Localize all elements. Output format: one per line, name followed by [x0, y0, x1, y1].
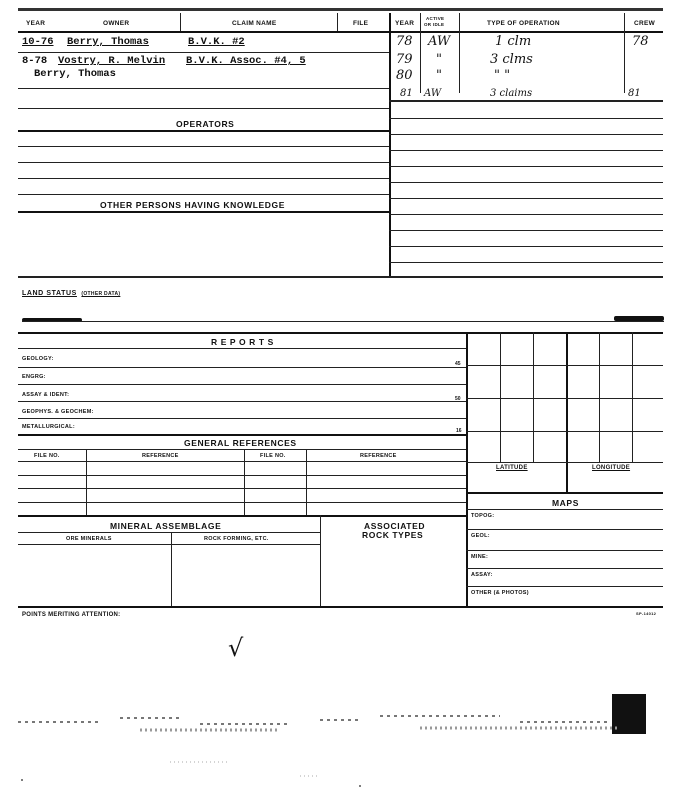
operators-line: [18, 178, 389, 179]
owner-row-1-year: 10-76: [22, 36, 54, 48]
associated-title-2: ROCK TYPES: [362, 530, 424, 540]
grid-line: [500, 332, 501, 462]
mineral-header-rule: [18, 544, 320, 545]
map-mine: MINE:: [471, 554, 489, 560]
report-metallurgical-num: 16: [456, 428, 462, 434]
mineral-col-rock: ROCK FORMING, ETC.: [204, 536, 269, 542]
maps-title: MAPS: [552, 498, 579, 508]
claim-file-divider: [337, 13, 338, 31]
grid-line: [466, 431, 663, 432]
scan-noise: [0, 690, 678, 802]
ops-line: [389, 182, 663, 183]
ops-row-1-type: 1 clm: [495, 34, 532, 49]
ops-row-1-year: 78: [396, 34, 413, 49]
grid-line: [466, 398, 663, 399]
map-assay: ASSAY:: [471, 572, 493, 578]
ops-row-3-year: 80: [396, 68, 413, 83]
header-claim-name: CLAIM NAME: [232, 20, 277, 27]
ref-col-file-no-2: FILE NO.: [260, 453, 286, 459]
reports-line: [18, 418, 466, 419]
header-crew: CREW: [634, 20, 656, 27]
operators-line: [18, 194, 389, 195]
ref-col-reference: REFERENCE: [142, 453, 179, 459]
other-persons-title: OTHER PERSONS HAVING KNOWLEDGE: [100, 200, 286, 210]
ops-line: [389, 118, 663, 119]
ops-row-1-status: AW: [428, 34, 451, 49]
ops-row-4-year: 81: [400, 88, 413, 99]
ref-col-divider: [86, 449, 87, 515]
grid-line: [632, 332, 633, 462]
top-border: [18, 8, 663, 11]
mineral-rule: [18, 532, 320, 533]
ref-col-divider: [306, 449, 307, 515]
report-geophys: GEOPHYS. & GEOCHEM:: [22, 409, 94, 415]
map-other-photos: OTHER (& PHOTOS): [471, 590, 529, 596]
map-geol: GEOL:: [471, 533, 490, 539]
grid-center-line: [566, 332, 568, 492]
reports-title: R E P O R T S: [211, 337, 274, 347]
latitude-label: LATITUDE: [496, 465, 528, 471]
ref-line: [18, 502, 466, 503]
owner-row-1-claim: B.V.K. #2: [188, 36, 245, 48]
other-persons-rule: [18, 211, 389, 213]
owner-line: [18, 52, 389, 53]
ops-row-3-status: ": [436, 68, 442, 83]
mineral-col-ore: ORE MINERALS: [66, 536, 112, 542]
ref-col-file-no: FILE NO.: [34, 453, 60, 459]
mineral-assemblage-title: MINERAL ASSEMBLAGE: [110, 521, 222, 531]
operators-line: [18, 162, 389, 163]
ops-row-2-year: 79: [396, 52, 413, 67]
owner-row-2-year: 8-78: [22, 55, 48, 67]
ref-col-reference-2: REFERENCE: [360, 453, 397, 459]
report-geology-num: 45: [455, 361, 461, 367]
maps-line: [466, 529, 663, 530]
ops-status-type-divider: [459, 13, 460, 93]
report-assay-num: 50: [455, 396, 461, 402]
owner-line: [18, 88, 389, 89]
grid-line: [599, 332, 600, 462]
header-file: FILE: [353, 20, 369, 27]
lower-bottom-rule: [18, 606, 663, 608]
ops-row-2-type: 3 clms: [490, 52, 533, 67]
maps-top-rule: [466, 492, 663, 494]
upper-bottom-rule: [18, 276, 663, 278]
main-column-divider: [389, 13, 391, 278]
map-topog: TOPOG:: [471, 513, 495, 519]
ops-line: [389, 198, 663, 199]
report-assay: ASSAY & IDENT:: [22, 392, 70, 398]
header-type-of-operation: TYPE OF OPERATION: [487, 20, 560, 27]
operators-title: OPERATORS: [176, 119, 235, 129]
operators-rule: [18, 130, 389, 132]
ops-row-4-crew: 81: [628, 88, 641, 99]
reports-line: [18, 384, 466, 385]
ref-bottom-rule: [18, 515, 466, 517]
grid-line: [466, 462, 663, 463]
general-references-title: GENERAL REFERENCES: [184, 438, 297, 448]
ops-line: [389, 166, 663, 167]
ref-line: [18, 488, 466, 489]
divider-dashed: [22, 321, 664, 322]
smudge-right: [614, 316, 664, 321]
ops-line: [389, 134, 663, 135]
ops-row-3-type: " ": [494, 68, 511, 83]
ops-type-crew-divider: [624, 13, 625, 93]
owner-row-1-owner: Berry, Thomas: [67, 36, 149, 48]
header-year: YEAR: [26, 20, 46, 27]
owner-row-3-owner: Berry, Thomas: [34, 68, 116, 80]
operators-line: [18, 146, 389, 147]
header-or-idle: OR IDLE: [424, 22, 445, 27]
ops-line: [389, 230, 663, 231]
report-metallurgical: METALLURGICAL:: [22, 424, 75, 430]
grid-line: [466, 365, 663, 366]
associated-title-1: ASSOCIATED: [364, 521, 426, 531]
ops-row-1-crew: 78: [632, 34, 649, 49]
reports-line: [18, 401, 466, 402]
ops-line: [389, 246, 663, 247]
assoc-divider: [320, 515, 321, 606]
owner-claim-divider: [180, 13, 181, 31]
owner-row-2-claim: B.V.K. Assoc. #4, 5: [186, 55, 306, 67]
handwritten-check-mark: √: [228, 634, 244, 662]
mineral-col-divider: [171, 532, 172, 606]
header-owner: OWNER: [103, 20, 130, 27]
points-meriting-label: POINTS MERITING ATTENTION:: [22, 612, 121, 618]
header-rule: [18, 31, 663, 33]
maps-line: [466, 568, 663, 569]
grid-line: [533, 332, 534, 462]
reports-rule: [18, 348, 466, 349]
ops-row-4-type: 3 claims: [490, 88, 533, 99]
reports-bottom-rule: [18, 434, 466, 436]
ops-line: [389, 214, 663, 215]
maps-line: [466, 550, 663, 551]
maps-line: [466, 586, 663, 587]
ops-line: [389, 100, 663, 102]
form-number: SP-14012: [636, 611, 657, 616]
right-panel-divider: [466, 332, 468, 606]
owner-row-2-owner: Vostry, R. Melvin: [58, 55, 166, 67]
ref-line: [18, 475, 466, 476]
longitude-label: LONGITUDE: [592, 465, 631, 471]
report-engrg: ENGRG:: [22, 374, 46, 380]
land-status-label: LAND STATUS (OTHER DATA): [22, 290, 121, 297]
ops-line: [389, 262, 663, 263]
header-year-ops: YEAR: [395, 20, 415, 27]
ops-row-2-status: ": [436, 52, 442, 67]
maps-rule: [466, 509, 663, 510]
header-active: ACTIVE: [426, 16, 445, 21]
reports-line: [18, 367, 466, 368]
ops-year-status-divider: [420, 13, 421, 93]
ops-row-4-status: AW: [424, 88, 442, 99]
ops-line: [389, 150, 663, 151]
report-geology: GEOLOGY:: [22, 356, 54, 362]
owner-line: [18, 108, 389, 109]
ref-col-divider: [244, 449, 245, 515]
